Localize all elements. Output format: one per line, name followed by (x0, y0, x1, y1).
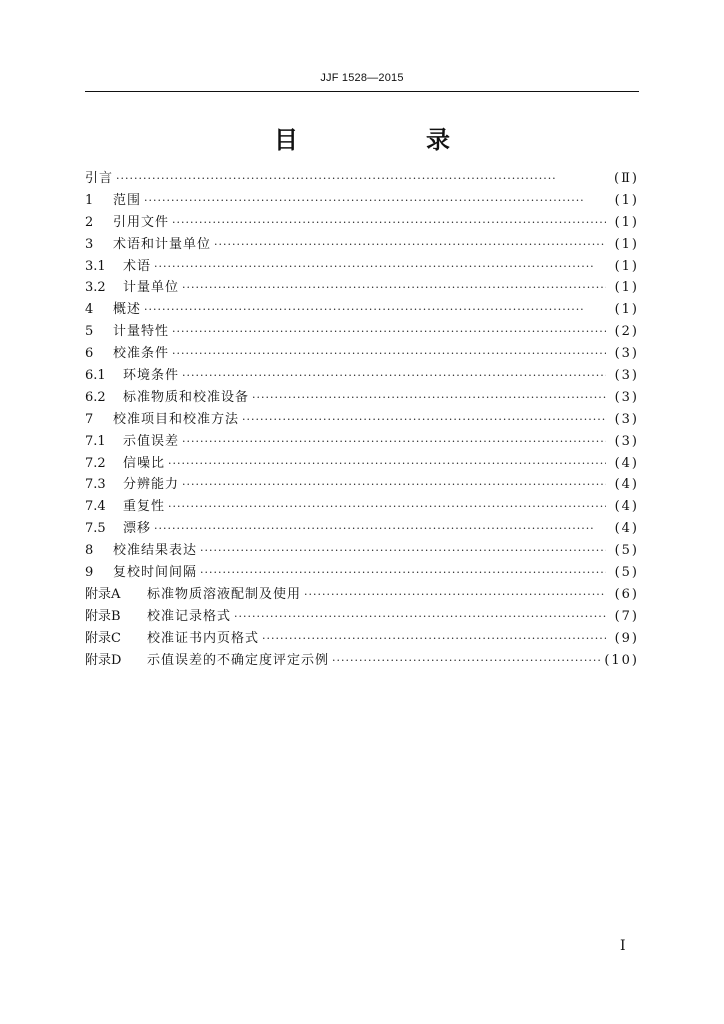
toc-entry-2[interactable] (85, 212, 639, 234)
toc-entry-label: 范围 (113, 192, 142, 208)
dot-leader (116, 168, 606, 190)
dot-leader (154, 256, 606, 278)
toc-entry-number: 6.1 (85, 368, 106, 384)
toc-entry-number: 5 (85, 324, 94, 340)
toc-entry-page: (1) (614, 258, 639, 274)
toc-entry-number: 3.1 (85, 258, 106, 274)
toc-entry-label: 引用文件 (113, 214, 170, 230)
toc-entry-number: 4 (85, 302, 94, 318)
document-code: JJF 1528—2015 (320, 72, 404, 84)
toc-entry-number: 7.1 (85, 433, 106, 449)
header-rule (85, 91, 639, 92)
toc-entry-label: 校准证书内页格式 (147, 630, 260, 646)
toc-entry-number: 9 (85, 565, 94, 581)
toc-entry-page: (1) (614, 236, 639, 252)
toc-entry-label: 概述 (113, 302, 142, 318)
toc-entry-page: (4) (614, 455, 639, 471)
dot-leader (144, 190, 606, 212)
toc-entry-label: 校准条件 (113, 346, 170, 362)
toc-entry-number: 7.2 (85, 455, 106, 471)
toc-entry-number: 附录B (85, 608, 121, 624)
toc-entry-page: (7) (614, 608, 639, 624)
toc-entry-9[interactable] (85, 562, 639, 584)
toc-entry-label: 引言 (85, 171, 114, 186)
toc-entry-7-5[interactable] (85, 518, 639, 540)
page-number: I (620, 938, 626, 954)
toc-entry-number: 8 (85, 543, 94, 559)
toc-entry-label: 漂移 (123, 521, 152, 537)
toc-entry-6-1[interactable] (85, 365, 639, 387)
toc-entry-page: (1) (614, 280, 639, 296)
toc-entry-label: 校准项目和校准方法 (113, 411, 240, 427)
toc-entry-page: (9) (614, 630, 639, 646)
toc-entry-page: (10) (604, 652, 639, 668)
toc-entry-number: 7.4 (85, 499, 106, 515)
toc-entry-appendix-b[interactable] (85, 606, 639, 628)
toc-entry-page: (5) (614, 565, 639, 581)
toc-entry-page: (3) (614, 346, 639, 362)
toc-entry-page: (1) (614, 192, 639, 208)
toc-entry-label: 环境条件 (123, 368, 180, 384)
toc-entry-8[interactable] (85, 540, 639, 562)
toc-entry-label: 复校时间间隔 (113, 565, 198, 581)
toc-entry-6[interactable] (85, 343, 639, 365)
toc-entry-7-3[interactable] (85, 474, 639, 496)
toc-entry-page: (5) (614, 543, 639, 559)
dot-leader (168, 453, 606, 475)
toc-entry-page: (4) (614, 477, 639, 493)
toc-entry-label: 术语 (123, 258, 152, 274)
toc-entry-number: 7 (85, 411, 94, 427)
dot-leader (172, 343, 606, 365)
toc-entry-5[interactable] (85, 321, 639, 343)
dot-leader (252, 387, 606, 409)
toc-entry-appendix-c[interactable] (85, 628, 639, 650)
toc-entry-label: 标准物质和校准设备 (123, 389, 250, 405)
dot-leader (242, 409, 606, 431)
dot-leader (262, 628, 606, 650)
toc-entry-label: 重复性 (123, 499, 166, 515)
toc-entry-4[interactable] (85, 299, 639, 321)
toc-entry-number: 附录D (85, 652, 122, 668)
toc-entry-number: 附录A (85, 586, 121, 602)
toc-entry-number: 2 (85, 214, 94, 230)
dot-leader (182, 365, 606, 387)
toc-entry-page: (2) (614, 324, 639, 340)
toc-entry-3-1[interactable] (85, 256, 639, 278)
table-of-contents (85, 168, 639, 671)
toc-entry-number: 6 (85, 346, 94, 362)
toc-entry-label: 示值误差的不确定度评定示例 (147, 652, 330, 668)
toc-entry-7-4[interactable] (85, 496, 639, 518)
toc-entry-number: 1 (85, 192, 94, 208)
toc-entry-label: 示值误差 (123, 433, 180, 449)
toc-entry-number: 3 (85, 236, 94, 252)
toc-entry-number: 7.3 (85, 477, 106, 493)
toc-entry-number: 3.2 (85, 280, 106, 296)
toc-entry-1[interactable] (85, 190, 639, 212)
toc-entry-page: (3) (614, 389, 639, 405)
dot-leader (154, 518, 606, 540)
toc-entry-page: (6) (614, 586, 639, 602)
dot-leader (182, 277, 606, 299)
dot-leader (234, 606, 606, 628)
toc-entry-label: 计量特性 (113, 324, 170, 340)
page-title: 目 录 (274, 126, 502, 154)
toc-entry-page: (4) (614, 521, 639, 537)
dot-leader (332, 650, 601, 672)
dot-leader (144, 299, 606, 321)
toc-entry-number: 7.5 (85, 521, 106, 537)
dot-leader (172, 321, 606, 343)
dot-leader (182, 474, 606, 496)
toc-entry-7-2[interactable] (85, 453, 639, 475)
toc-entry-page: (1) (614, 302, 639, 318)
toc-entry-3-2[interactable] (85, 277, 639, 299)
toc-entry-label: 分辨能力 (123, 477, 180, 493)
dot-leader (168, 496, 606, 518)
toc-entry-foreword[interactable] (85, 168, 639, 190)
toc-entry-label: 校准结果表达 (113, 543, 198, 559)
dot-leader (200, 562, 606, 584)
dot-leader (172, 212, 606, 234)
toc-entry-label: 校准记录格式 (147, 608, 232, 624)
toc-entry-appendix-a[interactable] (85, 584, 639, 606)
dot-leader (214, 234, 606, 256)
toc-entry-7[interactable] (85, 409, 639, 431)
toc-entry-6-2[interactable] (85, 387, 639, 409)
toc-entry-label: 计量单位 (123, 280, 180, 296)
toc-entry-label: 信噪比 (123, 455, 166, 471)
toc-entry-page: (1) (614, 214, 639, 230)
toc-entry-page: (Ⅱ) (614, 171, 639, 186)
dot-leader (182, 431, 606, 453)
toc-entry-page: (3) (614, 368, 639, 384)
toc-entry-page: (4) (614, 499, 639, 515)
toc-entry-page: (3) (614, 411, 639, 427)
toc-entry-number: 6.2 (85, 389, 106, 405)
dot-leader (304, 584, 606, 606)
toc-entry-7-1[interactable] (85, 431, 639, 453)
toc-entry-appendix-d[interactable] (85, 650, 639, 672)
dot-leader (200, 540, 606, 562)
toc-entry-page: (3) (614, 433, 639, 449)
toc-entry-number: 附录C (85, 630, 121, 646)
toc-entry-label: 术语和计量单位 (113, 236, 212, 252)
toc-entry-label: 标准物质溶液配制及使用 (147, 586, 302, 602)
toc-entry-3[interactable] (85, 234, 639, 256)
